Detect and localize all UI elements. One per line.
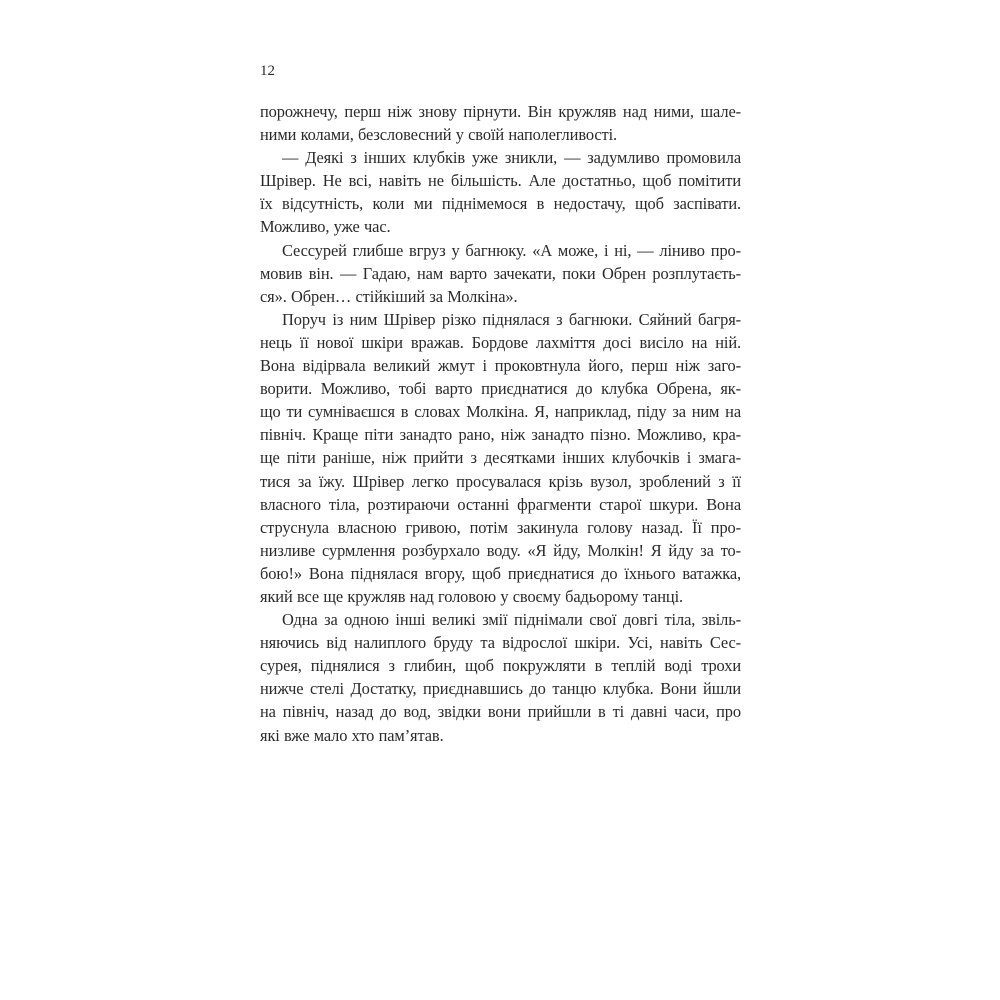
text-line: бою!» Вона піднялася вгору, щоб приєднатися до їхнього ватажка, xyxy=(260,563,741,583)
text-line: які вже мало хто пам’ятав. xyxy=(260,725,444,745)
text-line: Можливо, уже час. xyxy=(260,217,391,237)
text-line: Вона відірвала великий жмут і проковтнула його, перш ніж заго- xyxy=(260,356,741,376)
text-line: що ти сумніваєшся в словах Молкіна. Я, наприклад, піду за ним на xyxy=(260,402,741,422)
text-line: нижче стелі Достатку, приєднавшись до танцю клубка. Вони йшли xyxy=(260,679,741,699)
text-line: на північ, назад до вод, звідки вони прийшли в ті давні часи, про xyxy=(260,702,741,722)
text-line: сурея, піднялися з глибин, щоб покружляти в теплій воді трохи xyxy=(260,656,741,676)
text-line: порожнечу, перш ніж знову пірнути. Він кружляв над ними, шале- xyxy=(260,102,741,121)
text-line: струснула власною гривою, потім закинула голову назад. Її про- xyxy=(260,517,741,537)
text-line: Шрівер. Не всі, навіть не більшість. Але достатньо, щоб помітити xyxy=(260,171,741,191)
text-line: їх відсутність, коли ми піднімемося в недостачу, щоб заспівати. xyxy=(260,194,741,214)
text-line: — Деякі з інших клубків уже зникли, — задумливо промовила xyxy=(282,148,741,168)
text-line: який все ще кружляв над головою у своєму бадьорому танці. xyxy=(260,586,684,606)
text-line: мовив він. — Гадаю, нам варто зачекати, поки Обрен розплутаєть- xyxy=(260,263,741,283)
text-line: ними колами, безсловесний у своїй наполегливості. xyxy=(260,125,618,145)
text-line: Поруч із ним Шрівер різко піднялася з багнюки. Сяйний багря- xyxy=(282,309,741,329)
text-line: ворити. Можливо, тобі варто приєднатися до клубка Обрена, як- xyxy=(260,379,741,399)
body-text xyxy=(260,100,741,747)
text-line: тися за їжу. Шрівер легко просувалася крізь вузол, зроблений з її xyxy=(260,471,741,491)
page-number: 12 xyxy=(260,63,275,79)
text-line: власного тіла, розтираючи останні фрагменти старої шкури. Вона xyxy=(260,494,741,514)
text-line: нець її нової шкіри вражав. Бордове лахміття досі висіло на ній. xyxy=(260,332,741,352)
text-line: Сессурей глибше вгруз у багнюку. «А може, і ні, — ліниво про- xyxy=(282,240,741,260)
text-line: ся». Обрен… стійкіший за Молкіна». xyxy=(260,286,518,306)
text-line: північ. Краще піти занадто рано, ніж занадто пізно. Можливо, кра- xyxy=(260,425,741,445)
text-line: Одна за одною інші великі змії піднімали свої довгі тіла, звіль- xyxy=(282,610,741,630)
text-line: низливе сурмлення розбурхало воду. «Я йду, Молкін! Я йду за то- xyxy=(260,540,741,560)
text-line: няючись від налиплого бруду та відрослої шкіри. Усі, навіть Сес- xyxy=(260,633,741,653)
text-line: ще піти раніше, ніж прийти з десятками інших клубочків і змага- xyxy=(260,448,741,468)
